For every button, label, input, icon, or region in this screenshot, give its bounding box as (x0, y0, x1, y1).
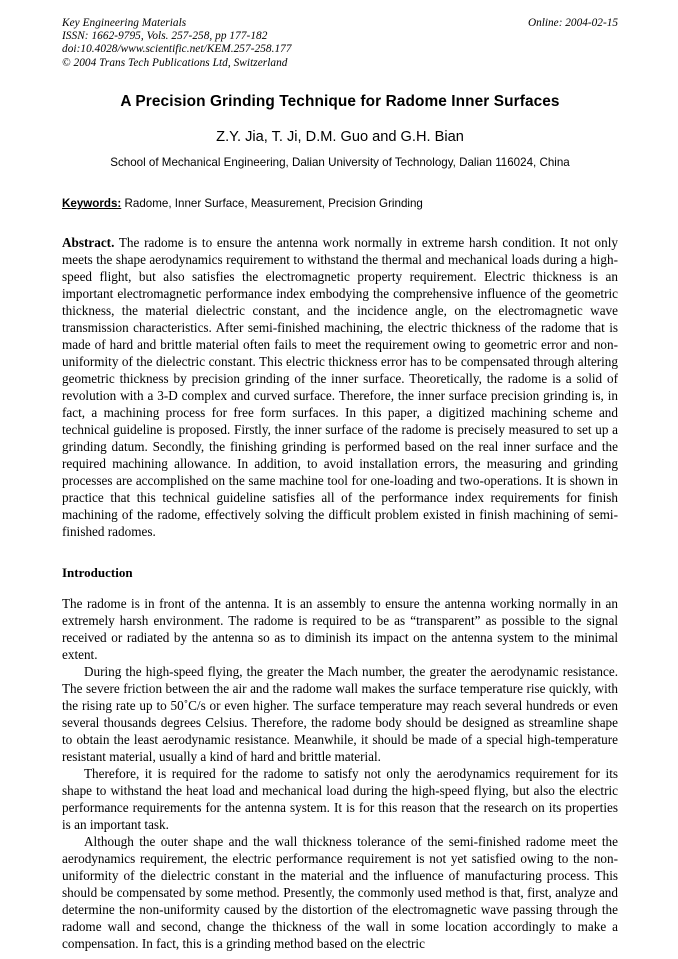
abstract-label: Abstract. (62, 235, 115, 250)
page-title: A Precision Grinding Technique for Radome Inner Surfaces (120, 93, 560, 110)
author-affiliation: School of Mechanical Engineering, Dalian University of Technology, Dalian 116024, China (110, 156, 570, 169)
journal-copyright: © 2004 Trans Tech Publications Ltd, Switzerland (62, 56, 288, 69)
abstract-text: The radome is to ensure the antenna work normally in extreme harsh condition. It not only meets the shape aerodynamics requirement to withstand the thermal and mechanical loads during a high-speed flight, but also satisfies the electromagnetic property requirement. Electric thickness is an important electromagnetic performance index embodying the comprehensive influence of the geometric thickness, the material dielectric constant, and the incidence angle, on the electromagnetic wave transmission characteristics. After semi-finished machining, the electric thickness of the radome that is made of hard and brittle material often fails to meet the requirement owing to geometric error and non-uniformity of the dielectric constant. This electric thickness error has to be compensated through altering geometric thickness by precision grinding of the inner surface. Theoretically, the radome is a solid of revolution with a 3-D complex and curved surface. Therefore, the inner surface precision grinding is, in fact, a machining process for free form surfaces. In this paper, a digitized machining scheme and technical guideline is proposed. Firstly, the inner surface of the radome is precisely measured to set up a grinding datum. Secondly, the finishing grinding is performed based on the real inner surface and the required machining allowance. In addition, to avoid installation errors, the measuring and grinding processes are accomplished on the same machine tool for one-loading and two-operations. It is shown in practice that this technical guideline satisfies all of the performance index requirements for finish machining of the radome, effectively solving the difficult problem existed in finish machining of semi-finished radomes. (62, 235, 618, 539)
online-publication-date: Online: 2004-02-15 (527, 17, 618, 29)
keywords-values: Radome, Inner Surface, Measurement, Precision Grinding (124, 197, 423, 210)
intro-paragraph-3: Therefore, it is required for the radome to satisfy not only the aerodynamics requirement for its shape to withstand the heat load and mechanical load during the high-speed flying, but also the electric performance requirements for the antenna system. It is for this reason that the research on its properties is an important task. (62, 766, 618, 832)
intro-paragraph-1: The radome is in front of the antenna. It is an assembly to ensure the antenna working normally in an extremely harsh environment. The radome is required to be as “transparent” as possible to the signal received or radiated by the antenna so as to diminish its impact on the antenna system to the minimal extent. (62, 596, 618, 662)
page-content (62, 0, 618, 952)
journal-issn-volume: ISSN: 1662-9795, Vols. 257-258, pp 177-182 (62, 30, 268, 43)
journal-doi: doi:10.4028/www.scientific.net/KEM.257-258.177 (62, 43, 292, 56)
intro-paragraph-2: During the high-speed flying, the greater the Mach number, the greater the aerodynamic resistance. The severe friction between the air and the radome wall makes the surface temperature rise quickly, with the rising rate up to 50˚C/s or even higher. The surface temperature may reach several hundreds or even several thousands degrees Celsius. Therefore, the radome body should be designed as streamline shape to obtain the least aerodynamic resistance. Meanwhile, it should be made of a special high-temperature resistant material, usually a kind of hard and brittle material. (62, 664, 618, 764)
journal-header (62, 17, 618, 75)
keywords-line (62, 196, 618, 211)
journal-name: Key Engineering Materials (62, 17, 187, 29)
section-heading-introduction: Introduction (62, 565, 133, 580)
keywords-label: Keywords: (62, 197, 122, 210)
abstract-block (62, 234, 618, 540)
intro-paragraph-4: Although the outer shape and the wall thickness tolerance of the semi-finished radome meet the aerodynamics requirement, the electric performance requirement is not yet satisfied owing to the non-uniformity of the dielectric constant in the material and the influence of manufacturing process. This should be compensated by some method. Presently, the commonly used method is that, first, analyze and determine the non-uniformity caused by the distortion of the electromagnetic wave passing through the radome wall and second, change the thickness of the wall in some location accordingly to make a compensation. In fact, this is a grinding method based on the electric (62, 834, 618, 951)
author-list: Z.Y. Jia, T. Ji, D.M. Guo and G.H. Bian (216, 129, 464, 145)
